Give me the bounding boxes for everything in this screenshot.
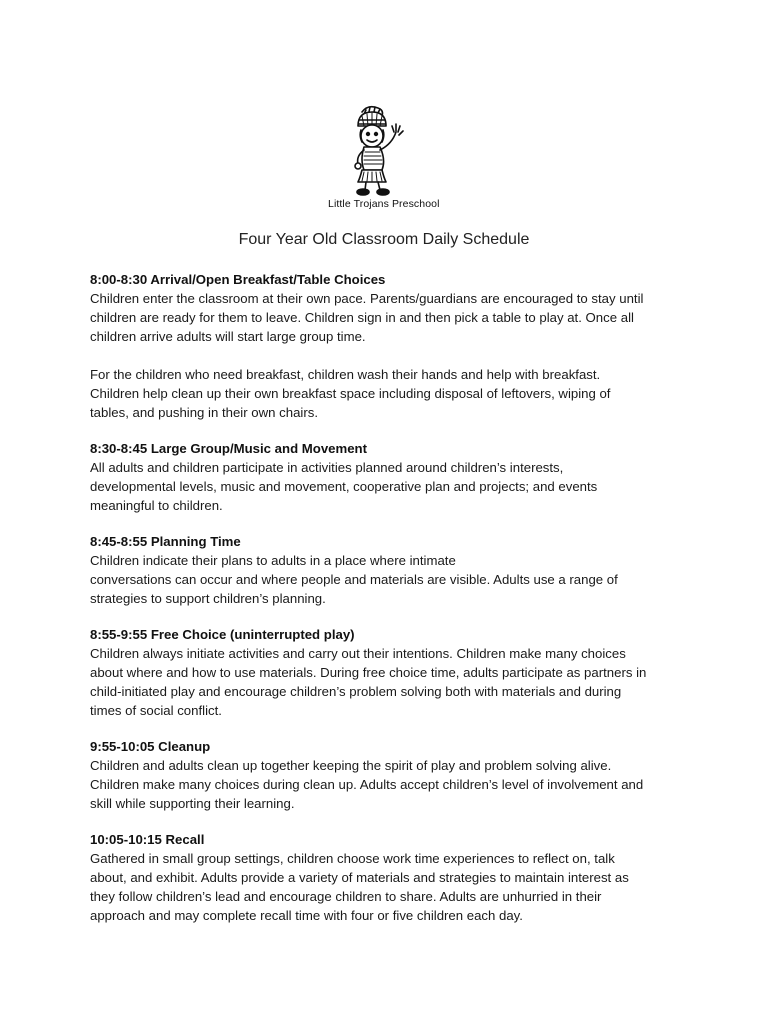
paragraph-line: about, and exhibit. Adults provide a variety of materials and strategies to maintain interest as xyxy=(90,870,629,885)
page-title: Four Year Old Classroom Daily Schedule xyxy=(238,231,530,248)
paragraph-line: Children indicate their plans to adults in a place where intimate xyxy=(90,553,456,568)
paragraph-line: tables, and pushing in their own chairs. xyxy=(90,405,318,420)
paragraph-line: about where and how to use materials. During free choice time, adults participate as partners in xyxy=(90,665,647,680)
section-heading: 8:00-8:30 Arrival/Open Breakfast/Table Choices xyxy=(90,272,386,287)
paragraph-line: For the children who need breakfast, children wash their hands and help with breakfast. xyxy=(90,367,601,382)
schedule-content xyxy=(90,270,690,942)
paragraph-line: Gathered in small group settings, children choose work time experiences to reflect on, talk xyxy=(90,851,615,866)
paragraph-line: Children make many choices during clean up. Adults accept children’s level of involvement and xyxy=(90,777,644,792)
preschool-logo xyxy=(318,104,458,216)
paragraph-line: conversations can occur and where people and materials are visible. Adults use a range of xyxy=(90,572,618,587)
paragraph-line: approach and may complete recall time with four or five children each day. xyxy=(90,908,523,923)
section-heading: 8:55-9:55 Free Choice (uninterrupted play) xyxy=(90,627,355,642)
trojan-child-mascot-icon xyxy=(340,104,436,196)
section-heading: 8:45-8:55 Planning Time xyxy=(90,534,241,549)
paragraph-line: skill while supporting their learning. xyxy=(90,796,295,811)
paragraph-line: children are ready for them to leave. Children sign in and then pick a table to play at. Once all xyxy=(90,310,634,325)
schedule-section xyxy=(90,830,690,925)
section-heading: 8:30-8:45 Large Group/Music and Movement xyxy=(90,441,368,456)
section-paragraph xyxy=(90,458,690,515)
paragraph-line: child-initiated play and encourage children’s problem solving both with materials and during xyxy=(90,684,622,699)
section-heading: 9:55-10:05 Cleanup xyxy=(90,739,211,754)
section-paragraph xyxy=(90,756,690,813)
logo-caption: Little Trojans Preschool xyxy=(328,198,440,210)
paragraph-line: Children always initiate activities and carry out their intentions. Children make many choices xyxy=(90,646,626,661)
paragraph-line: All adults and children participate in activities planned around children’s interests, xyxy=(90,460,564,475)
schedule-section xyxy=(90,625,690,720)
paragraph-line: Children help clean up their own breakfast space including disposal of leftovers, wiping of xyxy=(90,386,611,401)
paragraph-line: children arrive adults will start large group time. xyxy=(90,329,366,344)
paragraph-line: Children and adults clean up together keeping the spirit of play and problem solving alive. xyxy=(90,758,612,773)
schedule-section xyxy=(90,270,690,422)
section-paragraph xyxy=(90,849,690,925)
paragraph-line: they follow children’s lead and encourage children to share. Adults are unhurried in their xyxy=(90,889,602,904)
section-paragraph xyxy=(90,644,690,720)
paragraph-line: meaningful to children. xyxy=(90,498,223,513)
section-paragraph xyxy=(90,551,690,608)
paragraph-line: Children enter the classroom at their own pace. Parents/guardians are encouraged to stay until xyxy=(90,291,644,306)
section-paragraph xyxy=(90,365,690,422)
paragraph-line: developmental levels, music and movement, cooperative plan and projects; and events xyxy=(90,479,598,494)
paragraph-line: strategies to support children’s planning. xyxy=(90,591,326,606)
paragraph-line: times of social conflict. xyxy=(90,703,222,718)
section-paragraph xyxy=(90,289,690,346)
section-heading: 10:05-10:15 Recall xyxy=(90,832,205,847)
schedule-section xyxy=(90,439,690,515)
schedule-section xyxy=(90,532,690,608)
schedule-section xyxy=(90,737,690,813)
